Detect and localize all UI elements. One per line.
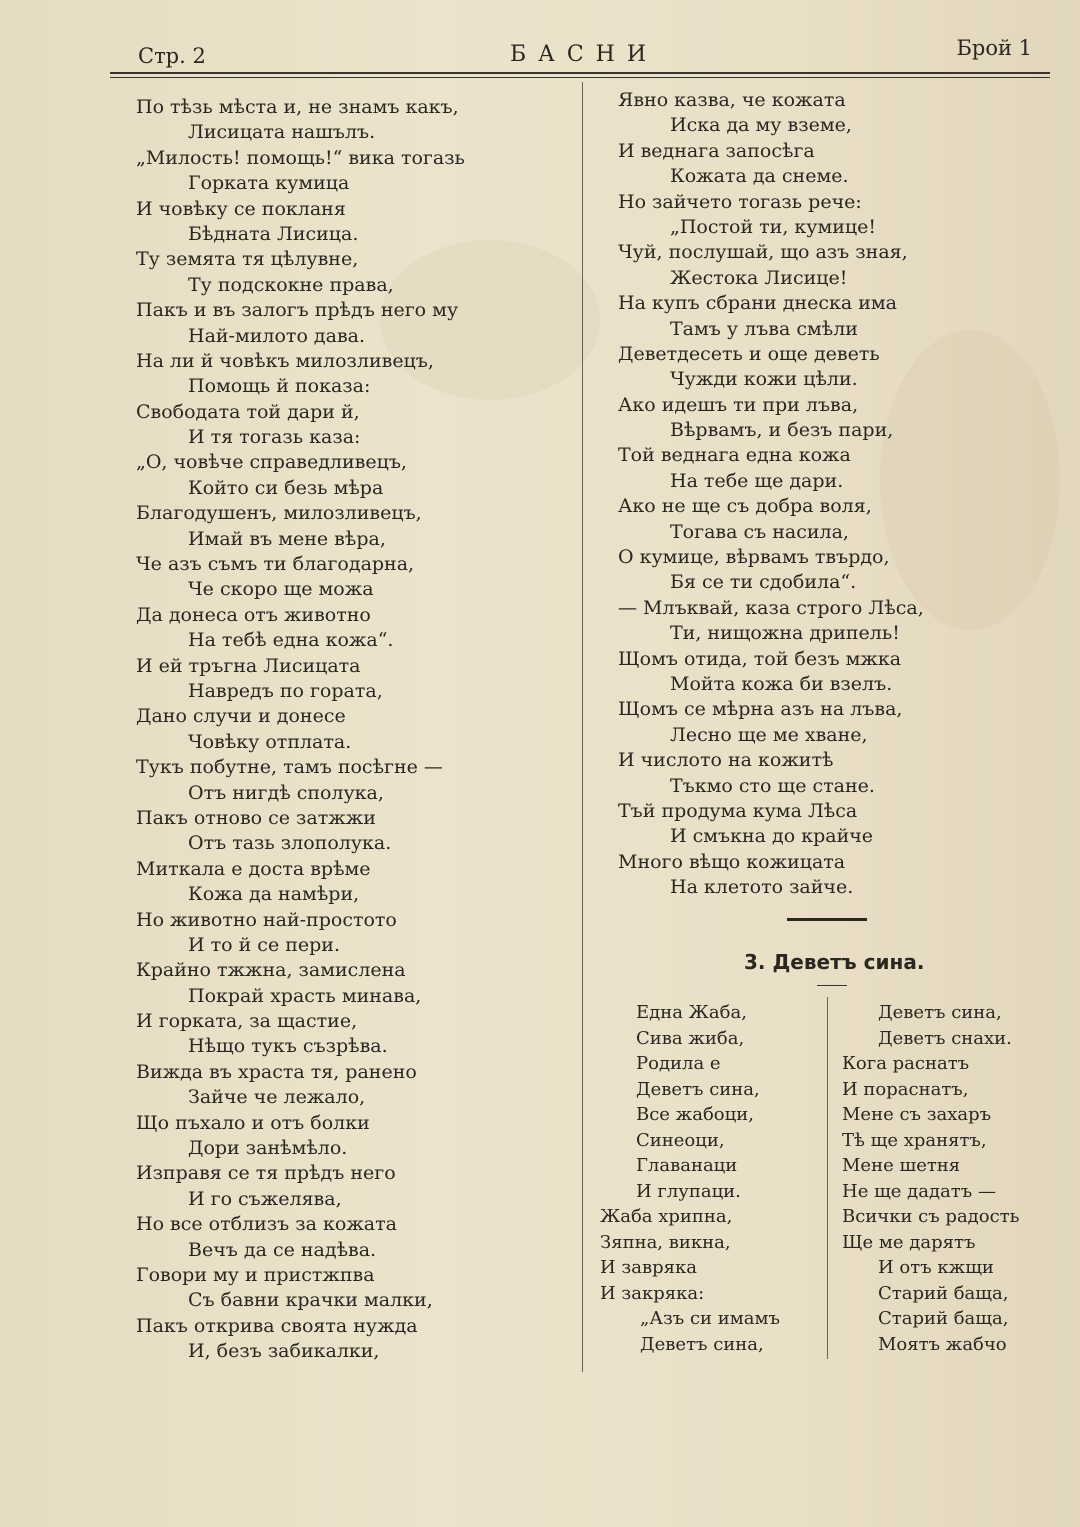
verse-line: Иска да му вземе, xyxy=(670,114,852,137)
page-header xyxy=(110,30,1050,70)
verse-line: Кожата да снеме. xyxy=(670,165,849,188)
verse-line: Благодушенъ, милозливецъ, xyxy=(136,502,422,525)
verse-line: Дори занѣмѣло. xyxy=(188,1137,348,1160)
verse-line: Ти, нищожна дрипель! xyxy=(670,622,900,645)
verse-line: Най-милото дава. xyxy=(188,324,366,347)
verse-line: И отъ кжщи xyxy=(878,1257,994,1278)
verse-line: На тебѣ една кожа“. xyxy=(188,629,394,652)
verse-line: Пакъ открива своята нужда xyxy=(136,1314,418,1337)
verse-line: Вѣрвамъ, и безъ пари, xyxy=(670,419,894,442)
verse-line: Главанаци xyxy=(636,1155,738,1176)
verse-line: Ту подскокне права, xyxy=(188,273,394,296)
verse-line: Покрай храсть минава, xyxy=(188,984,422,1007)
verse-line: Тогава съ насила, xyxy=(670,520,849,543)
verse-line: И то й се пери. xyxy=(188,933,340,956)
verse-line: Що пъхало и отъ болки xyxy=(136,1111,370,1134)
publication-title: БАСНИ xyxy=(510,42,659,67)
verse-line: Бя се ти сдобила“. xyxy=(670,571,857,594)
verse-line: Вижда въ храста тя, ранено xyxy=(136,1060,417,1083)
verse-line: Човѣку отплата. xyxy=(188,730,352,753)
verse-line: Изправя се тя прѣдъ него xyxy=(136,1162,396,1185)
verse-line: И горката, за щастие, xyxy=(136,1010,358,1033)
verse-line: Лисицата нашълъ. xyxy=(188,121,376,144)
verse-line: Щомъ се мѣрна азъ на лъва, xyxy=(618,698,903,721)
issue-number-label: Брой 1 xyxy=(956,36,1032,60)
verse-line: Свободата той дари й, xyxy=(136,400,360,423)
verse-line: Мене шетня xyxy=(842,1155,961,1176)
verse-line: Жестока Лисице! xyxy=(670,266,848,289)
verse-line: Миткала е доста врѣме xyxy=(136,857,371,880)
verse-line: Зайче че лежало, xyxy=(188,1086,366,1109)
verse-line: Деветъ сина, xyxy=(636,1078,760,1100)
section-title: 3. Деветъ сина. xyxy=(744,950,925,974)
verse-line: И го съжелява, xyxy=(188,1187,342,1210)
verse-line: „Постой ти, кумице! xyxy=(670,215,876,238)
header-rule xyxy=(110,72,1050,74)
verse-line: Моятъ жабчо xyxy=(878,1333,1007,1355)
poem3-column-a xyxy=(600,1000,820,1357)
verse-line: На ли й човѣкъ милозливецъ, xyxy=(136,349,434,372)
verse-line: Чужди кожи цѣли. xyxy=(670,368,858,391)
verse-line: И закряка: xyxy=(600,1282,705,1304)
verse-line: И, безъ забикалки, xyxy=(188,1340,380,1363)
column-divider xyxy=(582,82,583,1372)
verse-line: На клетото зайче. xyxy=(670,876,854,899)
verse-line: Помощь й показа: xyxy=(188,375,371,398)
poem3-column-b xyxy=(842,1000,1042,1357)
poem-left-column xyxy=(136,95,566,1365)
verse-line: Деветъ снахи. xyxy=(878,1027,1012,1049)
verse-line: Щомъ отида, той безъ мжка xyxy=(618,647,902,670)
verse-line: Старий баща, xyxy=(878,1308,1009,1329)
verse-line: Навредъ по гората, xyxy=(188,679,383,702)
sub-column-divider xyxy=(827,997,828,1359)
verse-line: Синеоци, xyxy=(636,1129,725,1151)
verse-line: Ако не ще съ добра воля, xyxy=(618,495,872,518)
verse-line: Жаба хрипна, xyxy=(600,1206,733,1227)
verse-line: Той веднага една кожа xyxy=(618,444,851,467)
verse-line: „Азъ си имамъ xyxy=(640,1308,780,1329)
verse-line: Вечъ да се надѣва. xyxy=(188,1238,377,1261)
verse-line: Който си безь мѣра xyxy=(188,476,384,499)
verse-line: Съ бавни крачки малки, xyxy=(188,1289,433,1312)
verse-line: Пакъ и въ залогъ прѣдъ него му xyxy=(136,299,459,322)
verse-line: Горката кумица xyxy=(188,172,350,195)
verse-line: И глупаци. xyxy=(636,1180,741,1202)
verse-line: Родила е xyxy=(636,1053,721,1074)
verse-line: Пакъ отново се затжжи xyxy=(136,806,376,829)
title-ornament xyxy=(817,985,847,986)
verse-line: И числото на кожитѣ xyxy=(618,749,834,772)
verse-line: Деветъ сина, xyxy=(640,1333,764,1355)
verse-line: Бѣдната Лисица. xyxy=(188,222,359,245)
verse-line: И завряка xyxy=(600,1257,697,1278)
verse-line: Кога раснатъ xyxy=(842,1053,970,1074)
verse-line: Тѣ ще хранятъ, xyxy=(842,1129,987,1151)
verse-line: — Млъквай, каза строго Лѣса, xyxy=(618,596,924,619)
verse-line: Нѣщо тукъ съзрѣва. xyxy=(188,1035,388,1058)
verse-line: И ей тръгна Лисицата xyxy=(136,654,361,677)
verse-line: И тя тогазь каза: xyxy=(188,426,361,449)
verse-line: И смъкна до крайче xyxy=(670,825,874,848)
verse-line: Ту земята тя цѣлувне, xyxy=(136,248,359,271)
verse-line: Но зайчето тогазь рече: xyxy=(618,190,862,213)
verse-line: Отъ тазь злополука. xyxy=(188,832,392,855)
verse-line: Старий баща, xyxy=(878,1282,1009,1304)
verse-line: Тукъ побутне, тамъ посѣгне — xyxy=(136,756,443,779)
verse-line: Все жабоци, xyxy=(636,1104,754,1125)
section-rule xyxy=(787,918,867,921)
verse-line: На купъ сбрани днеска има xyxy=(618,292,897,315)
poem-right-column xyxy=(618,88,1058,901)
verse-line: Дано случи и донесе xyxy=(136,705,346,728)
verse-line: Всички съ радость xyxy=(842,1206,1020,1227)
verse-line: Тъкмо сто ще стане. xyxy=(670,774,875,797)
verse-line: Да донеса отъ животно xyxy=(136,603,371,626)
verse-line: Имай въ мене вѣра, xyxy=(188,527,386,550)
verse-line: Чуй, послушай, що азъ зная, xyxy=(618,241,908,264)
header-rule-thin xyxy=(110,77,1050,78)
verse-line: Тъй продума кума Лѣса xyxy=(618,799,858,822)
verse-line: Кожа да намѣри, xyxy=(188,883,360,906)
verse-line: Ще ме дарятъ xyxy=(842,1231,976,1253)
verse-line: Деветъ сина, xyxy=(878,1002,1002,1023)
verse-line: Че скоро ще можа xyxy=(188,578,374,601)
verse-line: Не ще дадатъ — xyxy=(842,1180,996,1202)
verse-line: И веднага запосѣга xyxy=(618,139,815,162)
page-number-label: Стр. 2 xyxy=(138,44,206,68)
verse-line: Мене съ захаръ xyxy=(842,1104,992,1125)
verse-line: „О, човѣче справедливецъ, xyxy=(136,451,407,474)
verse-line: Явно казва, че кожата xyxy=(618,89,846,111)
verse-line: Но все отблизъ за кожата xyxy=(136,1213,397,1236)
verse-line: Отъ нигдѣ сполука, xyxy=(188,781,384,804)
verse-line: Лесно ще ме хване, xyxy=(670,723,868,746)
verse-line: На тебе ще дари. xyxy=(670,469,844,492)
verse-line: Че азъ съмъ ти благодарна, xyxy=(136,553,415,576)
verse-line: Зяпна, викна, xyxy=(600,1231,731,1253)
verse-line: Ако идешъ ти при лъва, xyxy=(618,393,859,416)
verse-line: Но животно най-простото xyxy=(136,908,397,931)
verse-line: „Милость! помощь!“ вика тогазь xyxy=(136,146,465,169)
verse-line: Тамъ у лъва смѣли xyxy=(670,317,858,340)
verse-line: О кумице, вѣрвамъ твърдо, xyxy=(618,546,890,569)
verse-line: Сива жиба, xyxy=(636,1027,745,1049)
verse-line: Говори му и пристжпва xyxy=(136,1263,375,1286)
verse-line: По тѣзь мѣста и, не знамъ какъ, xyxy=(136,96,459,118)
verse-line: Крайно тжжна, замислена xyxy=(136,959,406,982)
verse-line: Много вѣщо кожицата xyxy=(618,850,846,873)
verse-line: Деветдесеть и още деветь xyxy=(618,342,880,365)
verse-line: И пораснатъ, xyxy=(842,1078,969,1100)
verse-line: Една Жаба, xyxy=(636,1002,747,1023)
verse-line: Мойта кожа би взелъ. xyxy=(670,672,893,695)
verse-line: И човѣку се покланя xyxy=(136,197,346,220)
